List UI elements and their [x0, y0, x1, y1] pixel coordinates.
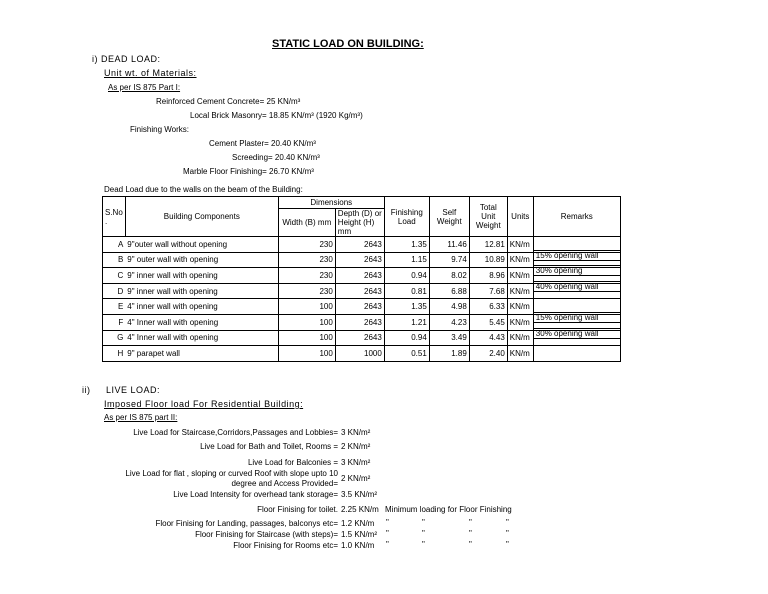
row-units: KN/m [507, 314, 533, 330]
ditto-mark: " [469, 518, 472, 527]
row-units: KN/m [507, 252, 533, 268]
row-self-weight: 9.74 [429, 252, 469, 268]
row-depth: 1000 [335, 346, 384, 362]
header-sno: S.No . [103, 197, 126, 237]
row-finishing: 0.81 [384, 283, 429, 299]
remark-label: 30% opening wall [533, 328, 621, 339]
row-key: D [103, 283, 126, 299]
floor-finishing-value: 2.25 KN/m [341, 505, 379, 514]
row-total: 10.89 [469, 252, 507, 268]
ditto-mark: " [386, 518, 389, 527]
live-load-value: 3 KN/m² [341, 458, 371, 467]
walls-load-heading: Dead Load due to the walls on the beam of the Building: [104, 185, 303, 194]
ditto-mark: " [386, 540, 389, 549]
row-component: 9" outer wall with opening [125, 252, 278, 268]
row-finishing: 0.94 [384, 330, 429, 346]
header-finishing: Finishing Load [384, 197, 429, 237]
ditto-mark: " [469, 529, 472, 538]
row-depth: 2643 [335, 299, 384, 315]
row-total: 12.81 [469, 237, 507, 253]
row-remarks [533, 283, 620, 299]
row-finishing: 0.94 [384, 268, 429, 284]
row-component: 4" Inner wall with opening [125, 314, 278, 330]
row-depth: 2643 [335, 314, 384, 330]
row-self-weight: 1.89 [429, 346, 469, 362]
brick-unit-weight: Local Brick Masonry= 18.85 KN/m³ (1920 Kg/m³) [190, 111, 363, 120]
header-total: Total Unit Weight [469, 197, 507, 237]
live-load-label: Live Load for Bath and Toilet, Rooms = [200, 442, 338, 451]
row-width: 100 [278, 299, 335, 315]
row-total: 4.43 [469, 330, 507, 346]
row-key: F [103, 314, 126, 330]
row-width: 230 [278, 268, 335, 284]
row-depth: 2643 [335, 283, 384, 299]
row-remarks [533, 330, 620, 346]
row-finishing: 0.51 [384, 346, 429, 362]
row-depth: 2643 [335, 237, 384, 253]
row-component: 9"outer wall without opening [125, 237, 278, 253]
live-load-label-line2: degree and Access Provided= [231, 479, 338, 488]
row-key: C [103, 268, 126, 284]
row-self-weight: 8.02 [429, 268, 469, 284]
ditto-mark: " [506, 540, 509, 549]
row-key: E [103, 299, 126, 315]
row-units: KN/m [507, 299, 533, 315]
row-width: 230 [278, 237, 335, 253]
remark-label: 15% opening wall [533, 250, 621, 261]
header-component: Building Components [125, 197, 278, 237]
row-width: 100 [278, 330, 335, 346]
floor-finishing-value: 1.2 KN/m [341, 519, 375, 528]
dead-load-code-ref: As per IS 875 Part I: [108, 83, 181, 92]
row-key: A [103, 237, 126, 253]
ditto-mark: " [422, 529, 425, 538]
finishing-works-heading: Finishing Works: [130, 125, 189, 134]
live-load-label: Live Load for Staircase,Corridors,Passages and Lobbies= [133, 428, 338, 437]
header-dimensions: Dimensions [278, 197, 384, 209]
remark-label: 40% opening wall [533, 281, 621, 292]
live-load-heading: LIVE LOAD: [106, 385, 161, 395]
row-depth: 2643 [335, 330, 384, 346]
row-width: 100 [278, 314, 335, 330]
row-component: 4" Inner wall with opening [125, 330, 278, 346]
live-load-value: 3.5 KN/m² [341, 490, 378, 499]
live-load-label: Live Load for Balconies = [247, 458, 338, 467]
live-load-value: 2 KN/m² [341, 474, 371, 483]
marble-finishing-weight: Marble Floor Finishing= 26.70 KN/m³ [183, 167, 314, 176]
floor-finishing-note: Minimum loading for Floor Finishing [385, 505, 512, 514]
remark-label: 30% opening [533, 265, 621, 276]
row-total: 2.40 [469, 346, 507, 362]
floor-finishing-value: 1.5 KN/m² [341, 530, 378, 539]
row-remarks [533, 346, 620, 362]
ditto-mark: " [469, 540, 472, 549]
row-component: 9" inner wall with opening [125, 268, 278, 284]
live-load-label: Live Load Intensity for overhead tank storage= [173, 490, 338, 499]
ditto-mark: " [506, 518, 509, 527]
live-load-code-ref: As per IS 875 part II: [104, 413, 178, 422]
row-width: 230 [278, 283, 335, 299]
page-title: STATIC LOAD ON BUILDING: [272, 38, 424, 50]
wall-load-table [102, 196, 621, 362]
remark-label: 15% opening wall [533, 312, 621, 323]
floor-finishing-label: Floor Finising for Landing, passages, balconys etc= [155, 519, 338, 528]
row-total: 6.33 [469, 299, 507, 315]
imposed-load-heading: Imposed Floor load For Residential Building: [104, 399, 304, 409]
unit-weight-heading: Unit wt. of Materials: [104, 68, 197, 78]
row-component: 4" inner wall with opening [125, 299, 278, 315]
dead-load-heading: i) DEAD LOAD: [92, 54, 161, 64]
ditto-mark: " [422, 518, 425, 527]
row-total: 5.45 [469, 314, 507, 330]
floor-finishing-label: Floor Finising for toilet. [257, 505, 338, 514]
header-units: Units [507, 197, 533, 237]
table-row [103, 346, 621, 362]
row-units: KN/m [507, 268, 533, 284]
row-units: KN/m [507, 330, 533, 346]
row-self-weight: 3.49 [429, 330, 469, 346]
row-width: 100 [278, 346, 335, 362]
row-key: B [103, 252, 126, 268]
row-depth: 2643 [335, 252, 384, 268]
row-total: 8.96 [469, 268, 507, 284]
live-load-value: 3 KN/m² [341, 428, 371, 437]
row-self-weight: 4.98 [429, 299, 469, 315]
screeding-weight: Screeding= 20.40 KN/m³ [232, 153, 320, 162]
row-component: 9" inner wall with opening [125, 283, 278, 299]
header-self-weight: Self Weight [429, 197, 469, 237]
rcc-unit-weight: Reinforced Cement Concrete= 25 KN/m³ [156, 97, 301, 106]
table-row [103, 330, 621, 346]
table-header-row [103, 197, 621, 209]
row-key: G [103, 330, 126, 346]
ditto-mark: " [506, 529, 509, 538]
row-component: 9" parapet wall [125, 346, 278, 362]
table-row [103, 283, 621, 299]
live-load-label-line1: Live Load for flat , sloping or curved Roof with slope upto 10 [125, 469, 338, 478]
ditto-mark: " [386, 529, 389, 538]
row-total: 7.68 [469, 283, 507, 299]
row-width: 230 [278, 252, 335, 268]
row-key: H [103, 346, 126, 362]
cement-plaster-weight: Cement Plaster= 20.40 KN/m³ [209, 139, 316, 148]
row-self-weight: 4.23 [429, 314, 469, 330]
live-load-value: 2 KN/m² [341, 442, 371, 451]
ditto-mark: " [422, 540, 425, 549]
floor-finishing-label: Floor Finising for Staircase (with steps)= [195, 530, 338, 539]
row-self-weight: 6.88 [429, 283, 469, 299]
header-width: Width (B) mm [278, 209, 335, 237]
row-depth: 2643 [335, 268, 384, 284]
row-units: KN/m [507, 237, 533, 253]
row-finishing: 1.35 [384, 299, 429, 315]
header-depth: Depth (D) or Height (H) mm [335, 209, 384, 237]
row-units: KN/m [507, 283, 533, 299]
header-remarks: Remarks [533, 197, 620, 237]
live-load-number: ii) [82, 385, 91, 395]
row-finishing: 1.21 [384, 314, 429, 330]
row-finishing: 1.35 [384, 237, 429, 253]
row-units: KN/m [507, 346, 533, 362]
floor-finishing-label: Floor Finising for Rooms etc= [233, 541, 338, 550]
row-finishing: 1.15 [384, 252, 429, 268]
floor-finishing-value: 1.0 KN/m [341, 541, 375, 550]
row-self-weight: 11.46 [429, 237, 469, 253]
